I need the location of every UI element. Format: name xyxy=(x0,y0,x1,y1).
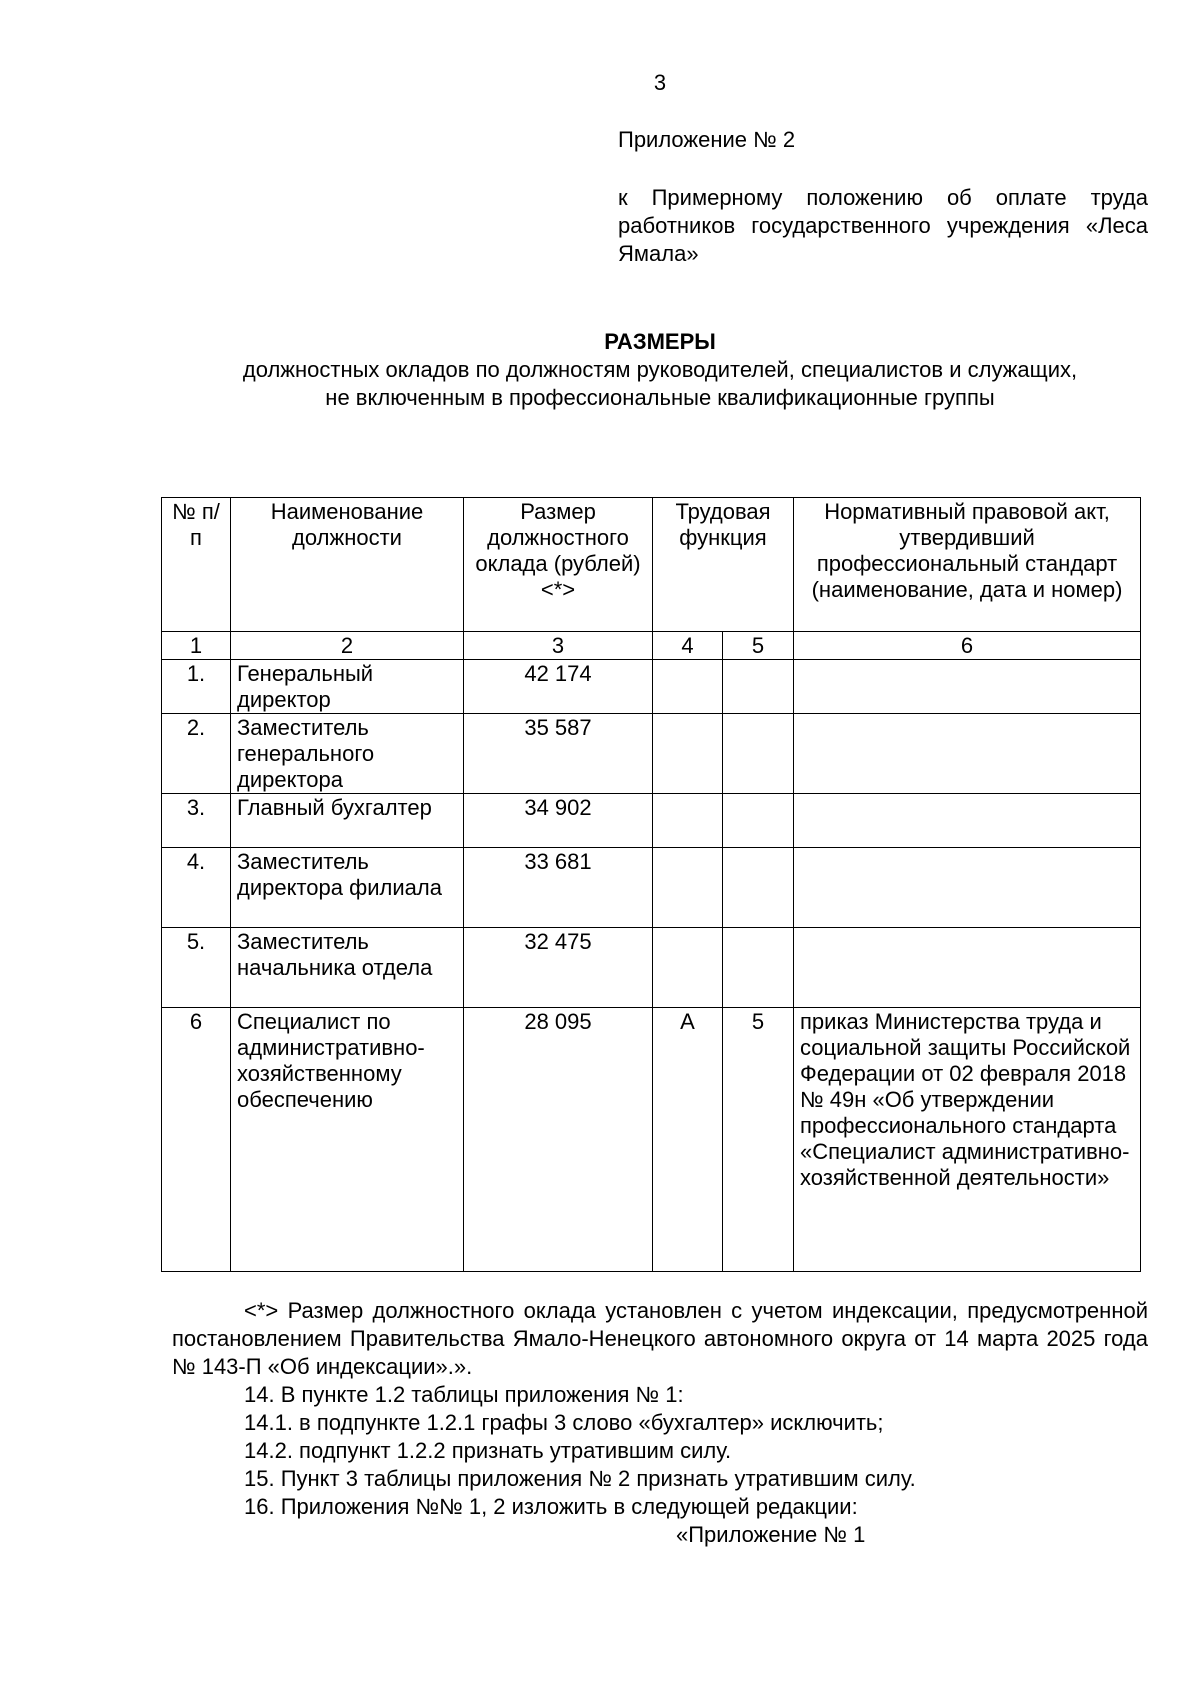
document-title-block xyxy=(160,328,1160,412)
column-number-row xyxy=(162,632,1141,660)
row-legal-act xyxy=(794,848,1141,928)
row-function-level xyxy=(723,660,794,714)
table-row xyxy=(162,928,1141,1008)
row-legal-act xyxy=(794,794,1141,848)
row-salary: 28 095 xyxy=(464,1008,653,1272)
notes-block xyxy=(172,1297,1148,1549)
document-subtitle: должностных окладов по должностям руководителей, специалистов и служащих, не включенным в профессиональные квалификационные группы xyxy=(242,357,1078,410)
column-number: 6 xyxy=(794,632,1141,660)
row-function-level: 5 xyxy=(723,1008,794,1272)
row-position: Заместитель директора филиала xyxy=(231,848,464,928)
row-function-level xyxy=(723,928,794,1008)
row-salary: 33 681 xyxy=(464,848,653,928)
appendix-basis: к Примерному положению об оплате труда работников государственного учреждения «Леса Ямала» xyxy=(618,185,1148,266)
table-row xyxy=(162,660,1141,714)
row-function-code xyxy=(653,848,723,928)
row-num: 2. xyxy=(162,714,231,794)
row-legal-act xyxy=(794,660,1141,714)
column-number: 2 xyxy=(231,632,464,660)
salary-footnote: <*> Размер должностного оклада установлен с учетом индексации, предусмотренной постановлением Правительства Ямало-Ненецкого автономного округа от 14 марта 2025 года № 143-П «Об индексации».». xyxy=(172,1298,1148,1379)
amendment-item: 15. Пункт 3 таблицы приложения № 2 признать утратившим силу. xyxy=(244,1466,916,1491)
header-function: Трудовая функция xyxy=(653,498,794,632)
appendix-title: Приложение № 2 xyxy=(618,127,796,152)
table-header-row xyxy=(162,498,1141,632)
row-position: Заместитель генерального директора xyxy=(231,714,464,794)
row-position: Главный бухгалтер xyxy=(231,794,464,848)
header-salary: Размер должностного оклада (рублей) <*> xyxy=(464,498,653,632)
table-row xyxy=(162,1008,1141,1272)
row-function-code xyxy=(653,660,723,714)
table-row xyxy=(162,794,1141,848)
row-legal-act xyxy=(794,928,1141,1008)
row-legal-act: приказ Министерства труда и социальной защиты Российской Федерации от 02 февраля 2018 № 49н «Об утверждении профессионального стандарта «Специалист административно-хозяйственной деятельности» xyxy=(794,1008,1141,1272)
row-function-code: А xyxy=(653,1008,723,1272)
row-legal-act xyxy=(794,714,1141,794)
document-title: РАЗМЕРЫ xyxy=(604,329,716,354)
column-number: 4 xyxy=(653,632,723,660)
row-num: 6 xyxy=(162,1008,231,1272)
row-salary: 42 174 xyxy=(464,660,653,714)
row-function-code xyxy=(653,928,723,1008)
page-number: 3 xyxy=(653,70,667,95)
salary-table xyxy=(161,497,1141,1272)
row-num: 5. xyxy=(162,928,231,1008)
row-function-level xyxy=(723,848,794,928)
header-name: Наименование должности xyxy=(231,498,464,632)
row-num: 1. xyxy=(162,660,231,714)
quoted-appendix-title: «Приложение № 1 xyxy=(676,1522,866,1547)
column-number: 3 xyxy=(464,632,653,660)
row-salary: 35 587 xyxy=(464,714,653,794)
column-number: 1 xyxy=(162,632,231,660)
row-salary: 34 902 xyxy=(464,794,653,848)
row-position: Специалист по административно-хозяйственному обеспечению xyxy=(231,1008,464,1272)
row-num: 4. xyxy=(162,848,231,928)
row-num: 3. xyxy=(162,794,231,848)
row-position: Заместитель начальника отдела xyxy=(231,928,464,1008)
row-function-level xyxy=(723,714,794,794)
amendment-item: 14.2. подпункт 1.2.2 признать утратившим силу. xyxy=(244,1438,732,1463)
row-salary: 32 475 xyxy=(464,928,653,1008)
header-num: № п/п xyxy=(162,498,231,632)
row-function-level xyxy=(723,794,794,848)
header-act: Нормативный правовой акт, утвердивший профессиональный стандарт (наименование, дата и номер) xyxy=(794,498,1141,632)
table-row xyxy=(162,848,1141,928)
amendment-item: 14.1. в подпункте 1.2.1 графы 3 слово «бухгалтер» исключить; xyxy=(244,1410,884,1435)
row-position: Генеральный директор xyxy=(231,660,464,714)
row-function-code xyxy=(653,794,723,848)
row-function-code xyxy=(653,714,723,794)
table-row xyxy=(162,714,1141,794)
amendment-item: 16. Приложения №№ 1, 2 изложить в следующей редакции: xyxy=(244,1494,858,1519)
amendment-item: 14. В пункте 1.2 таблицы приложения № 1: xyxy=(244,1382,684,1407)
column-number: 5 xyxy=(723,632,794,660)
